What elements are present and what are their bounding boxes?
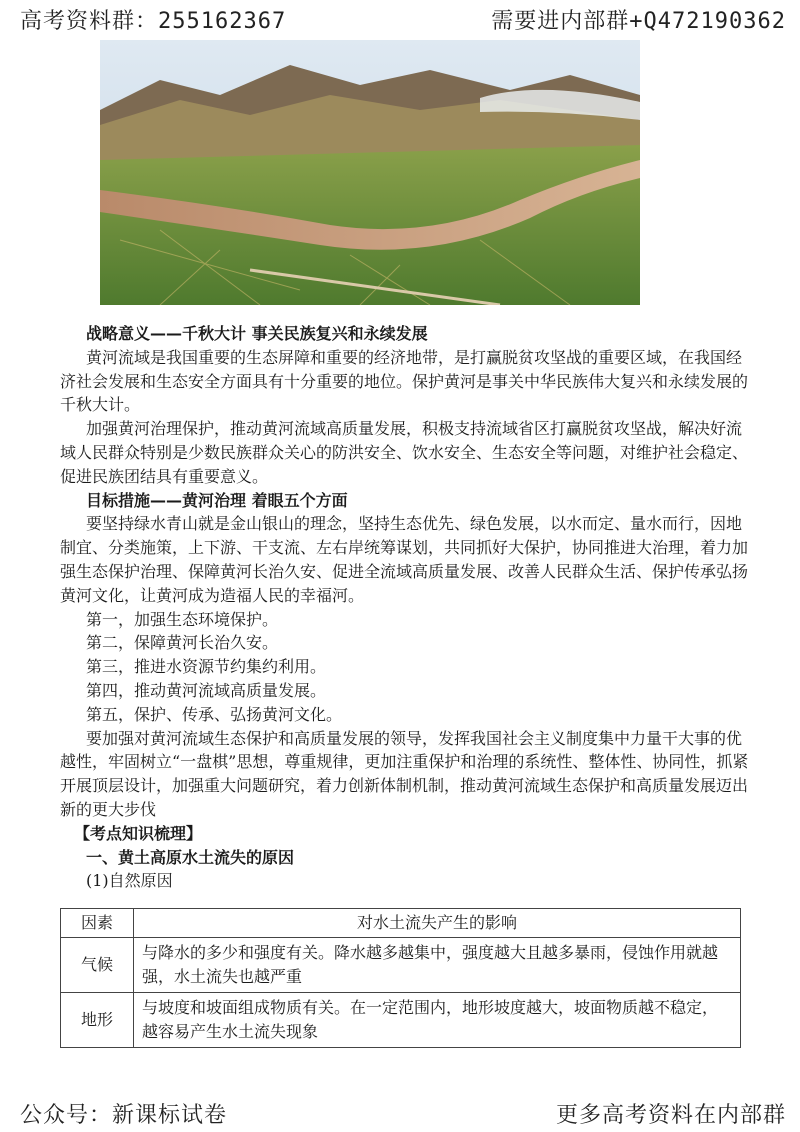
column-header-factor: 因素: [61, 909, 134, 938]
article-body: [60, 322, 750, 893]
footer-wechat-account: 公众号：新课标试卷: [20, 1103, 228, 1128]
knowledge-points-heading: 【考点知识梳理】: [74, 823, 203, 843]
soil-erosion-factors-table: [60, 908, 741, 1048]
section-heading-strategic-significance: 战略意义——千秋大计 事关民族复兴和永续发展: [86, 324, 428, 343]
factor-cell: 地形: [61, 993, 134, 1048]
section-heading-goals-measures: 目标措施——黄河治理 着眼五个方面: [86, 490, 348, 510]
list-item: 第四，推动黄河流域高质量发展。: [86, 680, 327, 700]
table-header-row: [61, 909, 741, 938]
table-row: [61, 938, 741, 993]
landscape-photo-icon: [100, 40, 640, 305]
list-item: 第五，保护、传承、弘扬黄河文化。: [86, 704, 343, 724]
factor-cell: 气候: [61, 938, 134, 993]
yellow-river-landscape-photo: [100, 40, 640, 305]
footer-more-materials: 更多高考资料在内部群: [555, 1103, 786, 1128]
header-contact: 需要进内部群+Q472190362: [491, 9, 786, 34]
paragraph: 加强黄河治理保护，推动黄河流域高质量发展，积极支持流域省区打赢脱贫攻坚战，解决好流域人民群众特别是少数民族群众关心的防洪安全、饮水安全、生态安全等问题，对维护社会稳定、促进民族团结具有重要意义。: [60, 419, 749, 486]
subheading-soil-erosion-causes: 一、黄土高原水土流失的原因: [86, 847, 295, 867]
list-item: 第一，加强生态环境保护。: [86, 609, 279, 629]
list-item: 第二，保障黄河长治久安。: [86, 633, 279, 653]
paragraph: 要加强对黄河流域生态保护和高质量发展的领导，发挥我国社会主义制度集中力量干大事的优越性，牢固树立“一盘棋”思想，尊重规律，更加注重保护和治理的系统性、整体性、协同性，抓紧开展顶层设计，加强重大问题研究，着力创新体制机制，推动黄河流域生态保护和高质量发展迈出新的更大步伐: [60, 728, 749, 819]
subheading-natural-causes: (1)自然原因: [86, 871, 173, 891]
column-header-effect: 对水土流失产生的影响: [134, 909, 741, 938]
paragraph: 黄河流域是我国重要的生态屏障和重要的经济地带，是打赢脱贫攻坚战的重要区域，在我国经济社会发展和生态安全方面具有十分重要的地位。保护黄河是事关中华民族伟大复兴和永续发展的千秋大计。: [60, 347, 749, 415]
table-row: [61, 993, 741, 1048]
list-item: 第三，推进水资源节约集约利用。: [86, 657, 327, 677]
effect-cell: 与降水的多少和强度有关。降水越多越集中，强度越大且越多暴雨，侵蚀作用就越强，水土流失也越严重: [134, 938, 741, 993]
header-group-number: 高考资料群：255162367: [20, 9, 287, 34]
effect-cell: 与坡度和坡面组成物质有关。在一定范围内，地形坡度越大，坡面物质越不稳定，越容易产生水土流失现象: [134, 993, 741, 1048]
paragraph: 要坚持绿水青山就是金山银山的理念，坚持生态优先、绿色发展，以水而定、量水而行，因地制宜、分类施策，上下游、干支流、左右岸统筹谋划，共同抓好大保护，协同推进大治理，着力加强生态保护治理、保障黄河长治久安、促进全流域高质量发展、改善人民群众生活、保护传承弘扬黄河文化，让黄河成为造福人民的幸福河。: [60, 514, 749, 605]
